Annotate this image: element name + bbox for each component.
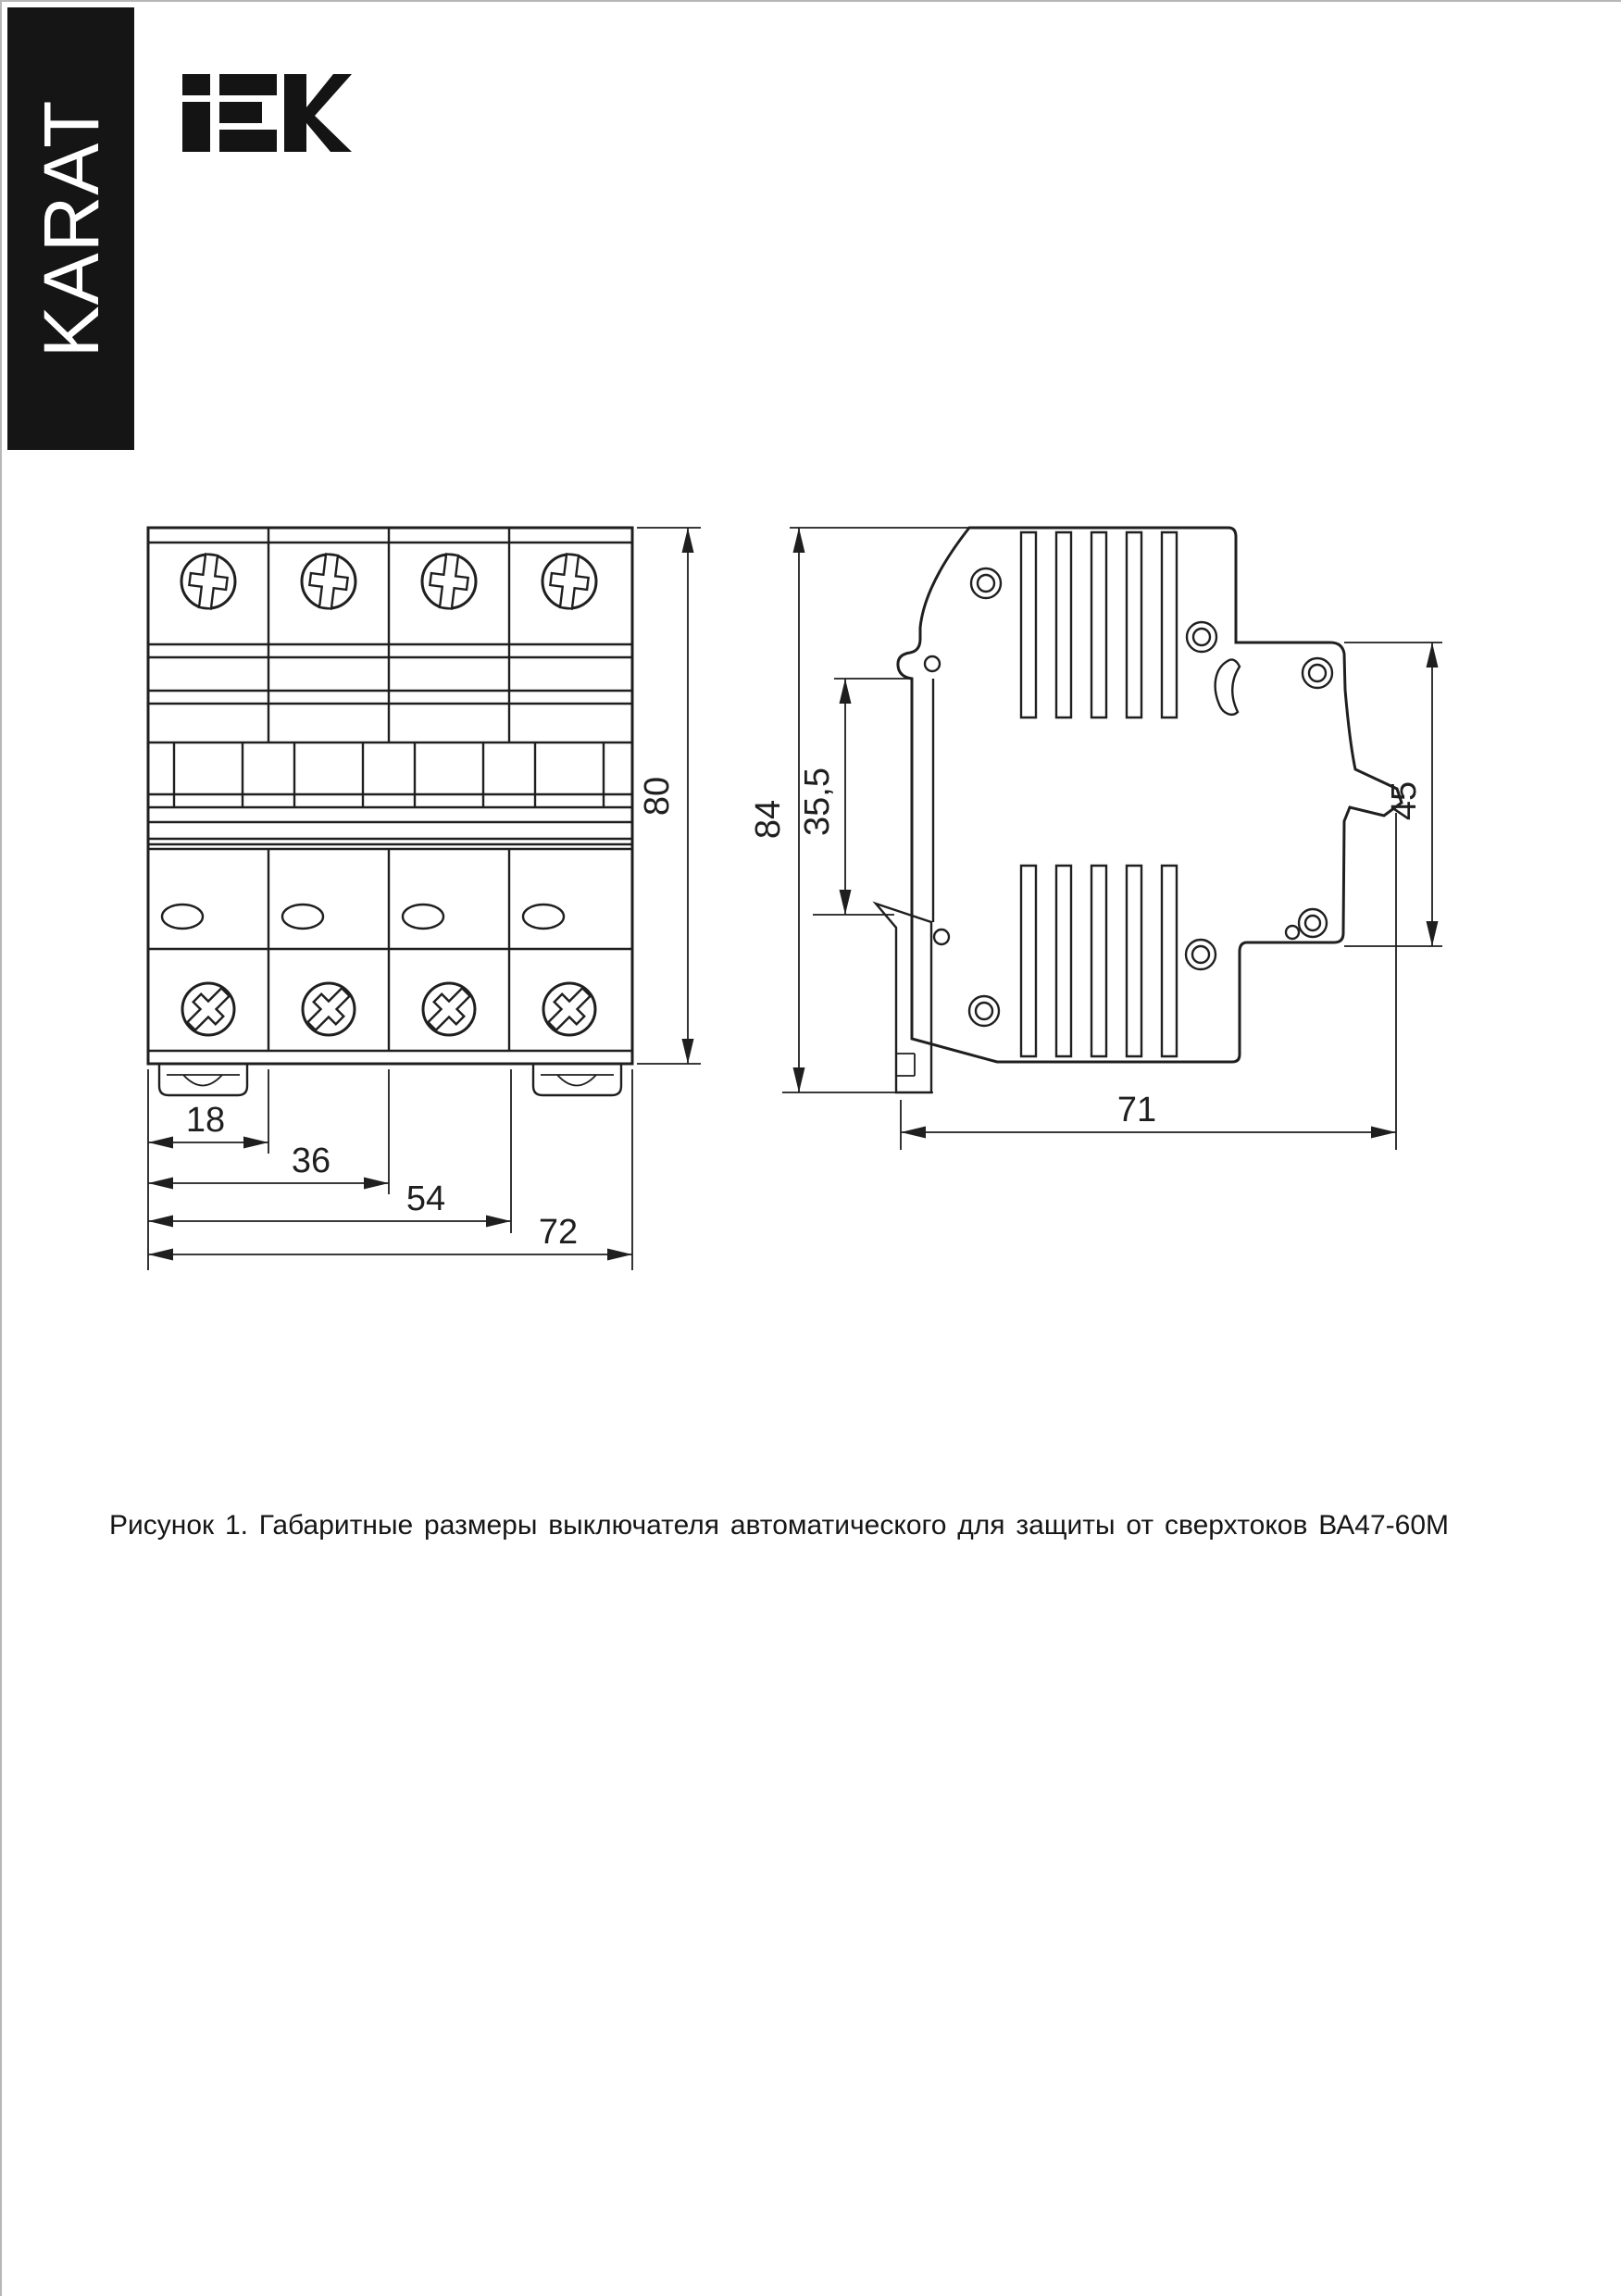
curved-slot <box>1216 659 1240 714</box>
din-rail-clips-front <box>159 1064 621 1095</box>
front-view <box>148 528 701 1270</box>
extension-lines <box>148 528 701 1270</box>
dim-label-36: 36 <box>291 1142 331 1180</box>
screw-bottom-icon <box>181 981 237 1038</box>
figure-caption: Рисунок 1. Габаритные размеры выключателя автоматического для защиты от сверхтоков ВА47-60М <box>109 1510 1449 1541</box>
pole-divider-lines <box>268 528 509 1051</box>
dim-label-72: 72 <box>538 1213 579 1252</box>
pin-hole <box>934 930 949 944</box>
screw-bottom-icon <box>301 981 357 1038</box>
dim-label-71: 71 <box>1116 1091 1157 1129</box>
side-view <box>749 528 1442 1150</box>
breaker-side-outline <box>898 528 1402 1062</box>
screw-top-icon <box>542 553 596 610</box>
ventilation-slots <box>1021 532 1177 1056</box>
dim-label-18: 18 <box>185 1101 226 1140</box>
dim-label-54: 54 <box>405 1179 446 1218</box>
screw-bottom-icon <box>421 981 478 1038</box>
pole-windows <box>162 905 564 929</box>
screw-bottom-icon <box>542 981 598 1038</box>
front-horizontal-seams <box>148 543 632 1051</box>
latch-pivot-pin <box>925 656 940 671</box>
dim-label-84: 84 <box>749 799 788 840</box>
pin-hole <box>1286 926 1299 939</box>
toggle-row-lines <box>174 742 604 807</box>
screw-top-icon <box>181 553 235 610</box>
dimension-lines <box>148 528 688 1254</box>
dim-label-35-5: 35,5 <box>798 767 837 836</box>
din-rail-clip-side <box>876 904 931 1092</box>
rivet-icon <box>1303 658 1332 688</box>
rivet-rings <box>925 568 1332 1026</box>
screw-top-icon <box>302 553 355 610</box>
rivet-icon <box>969 996 999 1026</box>
front-view-dimensions <box>148 528 701 1270</box>
rivet-icon <box>1187 622 1216 652</box>
dim-label-45: 45 <box>1385 780 1424 821</box>
rivet-icon <box>971 568 1001 598</box>
rivet-icon <box>1186 940 1216 969</box>
brand-vertical-text: KARAT <box>27 99 115 358</box>
rivet-icon <box>1299 909 1327 937</box>
dimension-lines <box>799 528 1432 1132</box>
screw-top-icon <box>422 553 476 610</box>
dim-label-80: 80 <box>638 776 677 817</box>
